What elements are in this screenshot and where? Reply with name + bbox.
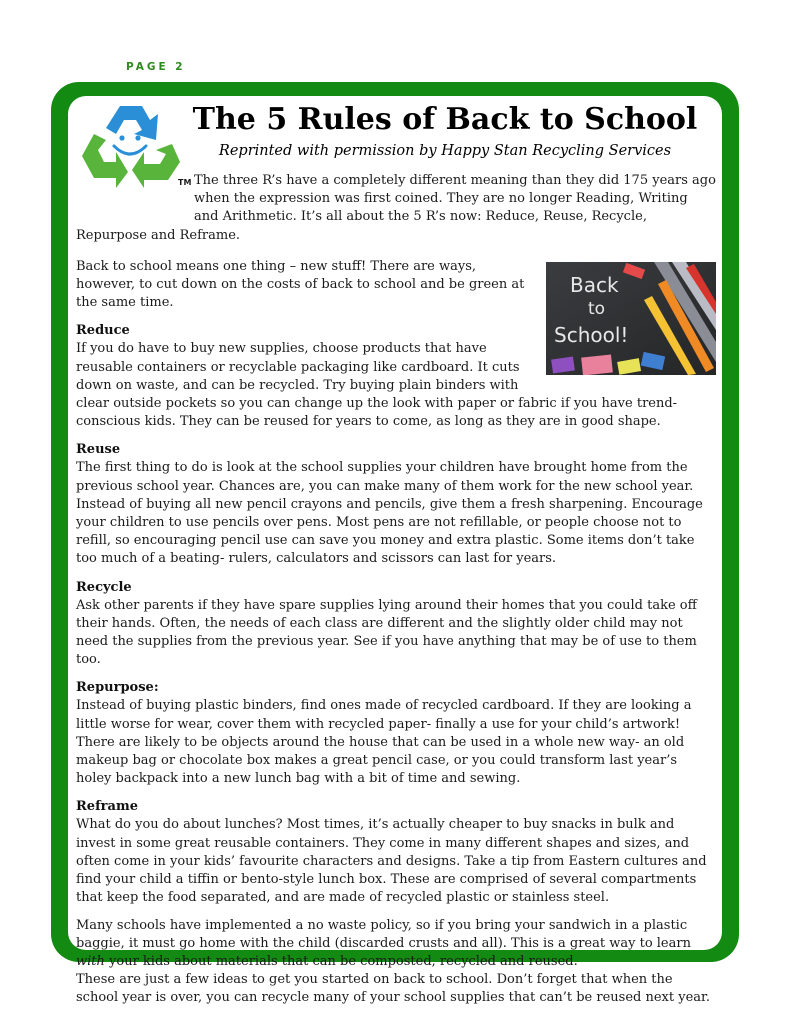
section-text-reduce: If you do have to buy new supplies, choose products that have reusable containers or recyclable packaging like cardboard. It cuts down on waste, and can be recycled. Try buying plain binders with clear outside pockets so you can change up the look with paper or fabric if you have trend-conscious kids. They can be reused for years to come, as long as they are in good shape. [76,341,678,430]
section-heading-recycle: Recycle [76,579,132,595]
chalk-text-to: to [588,298,606,319]
page-subtitle: Reprinted with permission by Happy Stan Recycling Services [218,143,672,159]
closing-text-1: Many schools have implemented a no waste policy, so if you bring your sandwich in a plastic baggie, it must go home with the child (discarded crusts and all). This is a great way to learn [76,917,691,951]
section-text-reframe: What do you do about lunches? Most times, it’s actually cheaper to buy snacks in bulk and invest in some great reusable containers. They come in many different shapes and sizes, and often come in your kids’ favourite characters and designs. Take a tip from Eastern cultures and find your child a tiffin or bento-style lunch box. These are comprised of several compartments that keep the food separated, and are made of recycled plastic or stainless steel. [76,817,707,906]
article-body [76,172,716,1017]
chalk-text-back: Back [570,272,619,297]
chalkboard-crayons-image [546,262,716,375]
page-number-label: PAGE 2 [126,61,186,73]
chalk-text-school: School! [554,322,629,347]
logo-spacer [76,172,194,212]
trademark-mark: TM [178,178,192,187]
intro-paragraph-2: Back to school means one thing – new stuff! There are ways, however, to cut down on the costs of back to school and be green at the same time. [76,258,525,311]
section-heading-reuse: Reuse [76,442,121,458]
closing-paragraph [76,917,716,972]
section-text-reuse: The first thing to do is look at the school supplies your children have brought home from the previous school year. Chances are, you can make many of them work for the new school year. Instead of buying all new pencil crayons and pencils, give them a fresh sharpening. Encourage your children to use pencils over pens. Most pens are not refillable, or people choose not to refill, so encouraging pencil use can save you money and extra plastic. Some items don’t take too much of a beating- rulers, calculators and scissors can last for years. [76,460,703,567]
section-text-repurpose: Instead of buying plastic binders, find ones made of recycled cardboard. If they are looking a little worse for wear, cover them with recycled paper- finally a use for your child’s artwork! There are likely to be objects around the house that can be used in a whole new way- an old makeup bag or chocolate box makes a great pencil case, or you could transform last year’s holey backpack into a new lunch bag with a bit of time and sewing. [76,698,692,787]
section-heading-reframe: Reframe [76,799,138,815]
section-heading-reduce: Reduce [76,323,130,339]
closing-emphasis: with [76,953,105,969]
section-text-recycle: Ask other parents if they have spare supplies lying around their homes that you could take off their hands. Often, the needs of each class are different and the slightly older child may not need the supplies from the previous year. See if you have anything that may be of use to them too. [76,597,697,668]
chalkboard-illustration [546,262,716,375]
page-title: The 5 Rules of Back to School [192,102,698,137]
section-heading-repurpose: Repurpose: [76,680,159,696]
closing-text-2: your kids about materials that can be composted, recycled and reused. [104,953,578,969]
final-paragraph: These are just a few ideas to get you started on back to school. Don’t forget that when the school year is over, you can recycle many of your school supplies that can’t be reused next year. [76,972,710,1006]
intro-paragraph: The three R’s have a completely different meaning than they did 175 years ago when the expression was first coined. They are no longer Reading, Writing and Arithmetic. It’s all about the 5 R’s now: Reduce, Reuse, Recycle, Repurpose and Reframe. [76,173,716,243]
